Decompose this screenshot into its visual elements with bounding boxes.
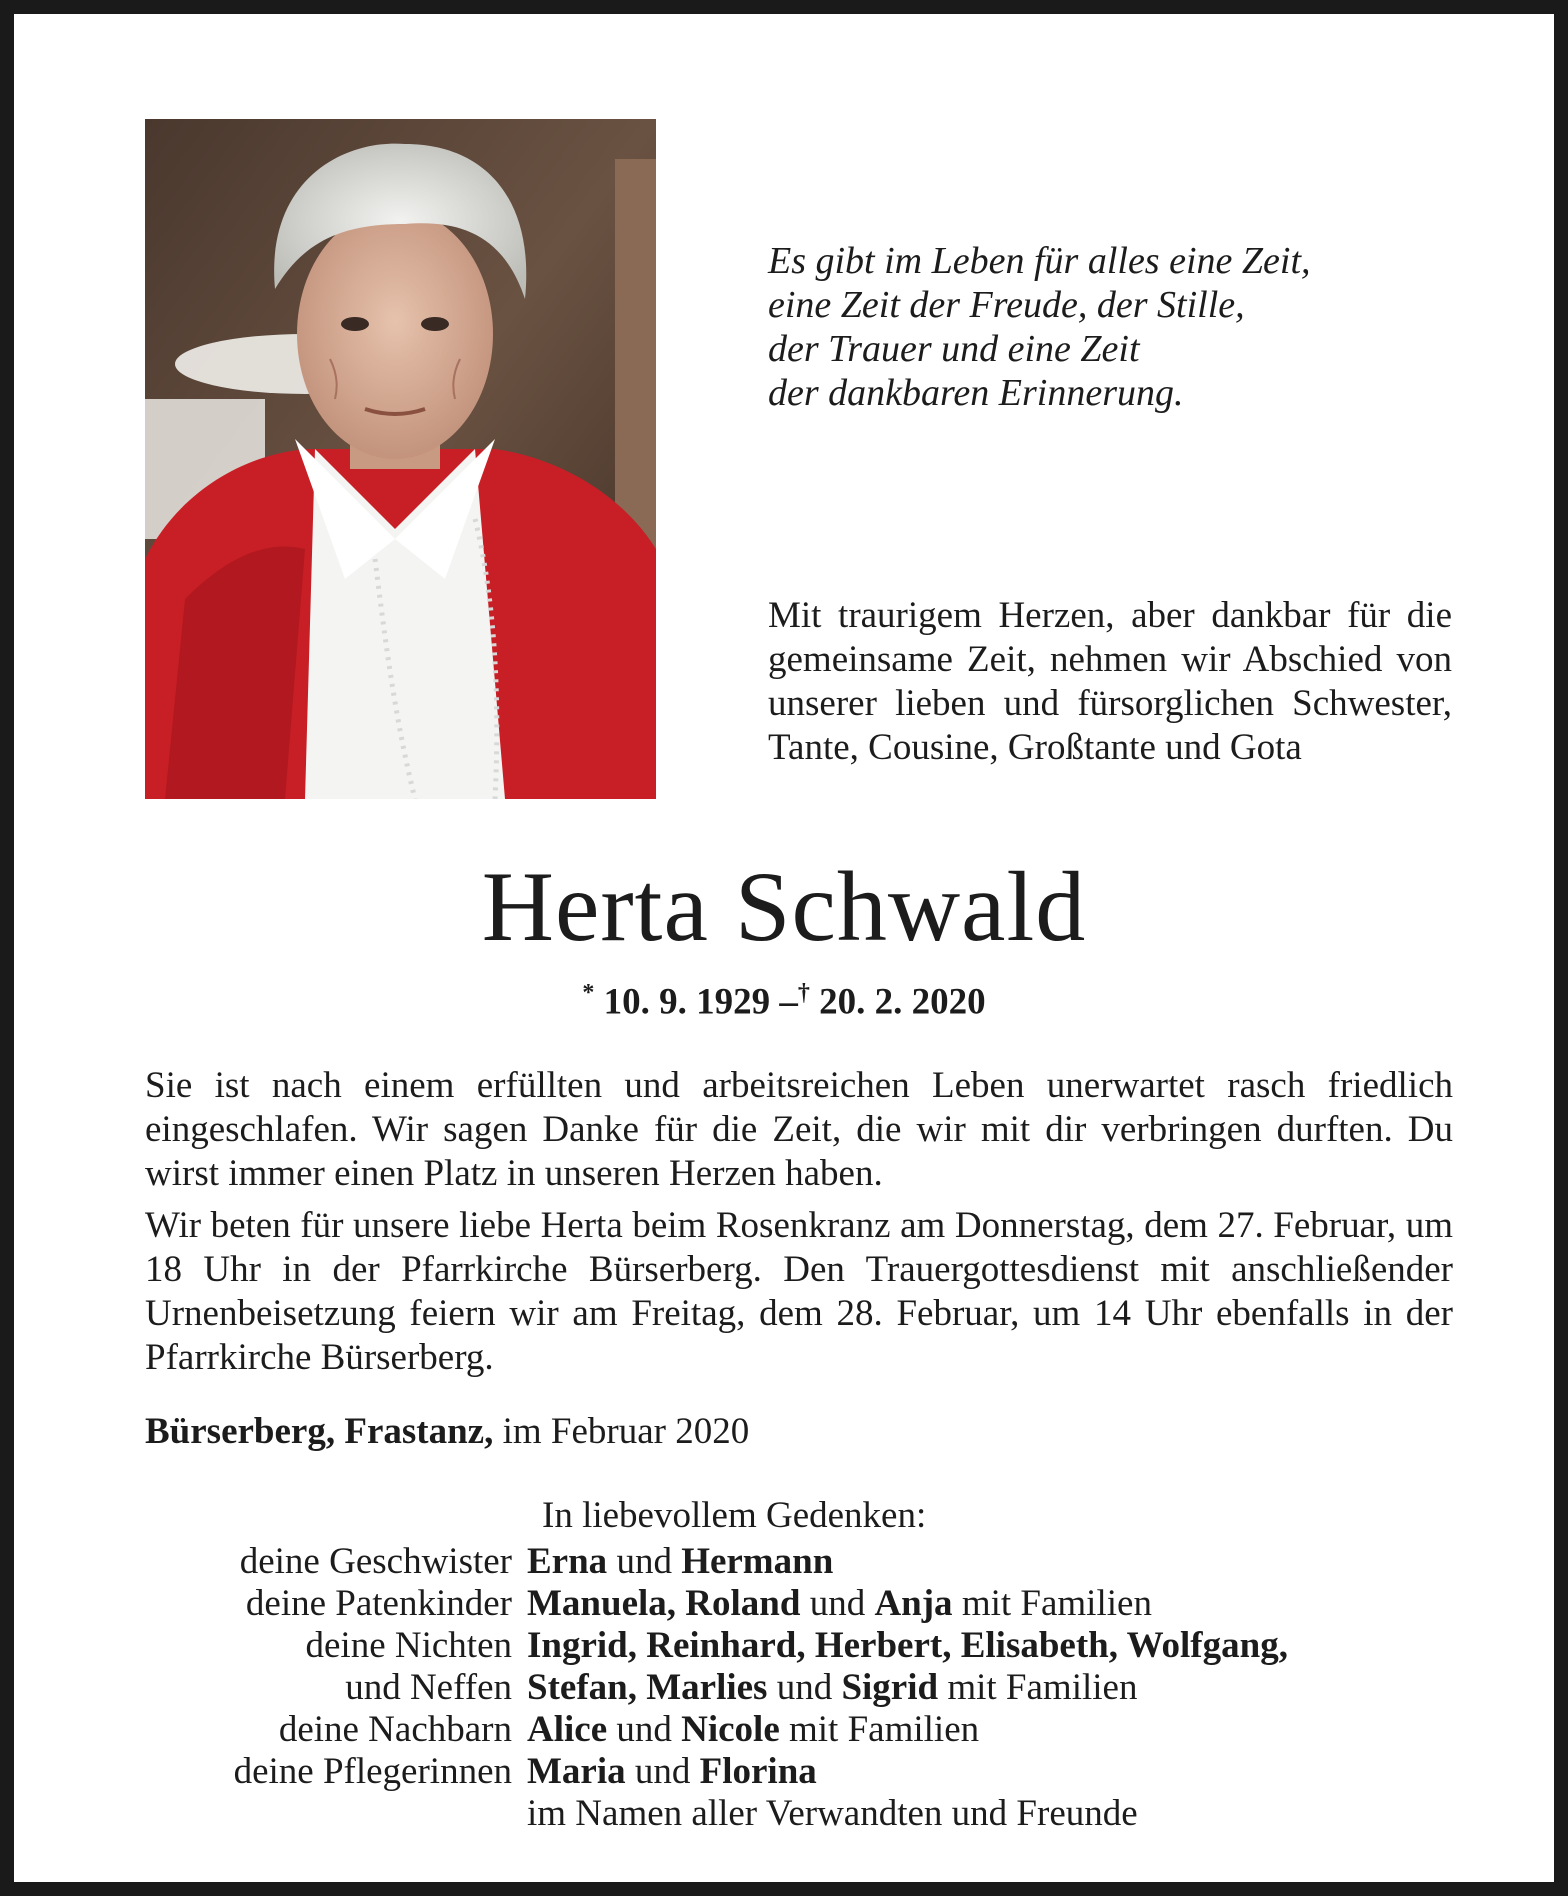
intro-paragraph: Mit traurigem Herzen, aber dankbar für die gemeinsame Zeit, nehmen wir Abschied von unserer lieben und fürsorglichen Schwester, Tante, Cousine, Großtante und Gota [768, 595, 1452, 768]
death-symbol: † [797, 980, 810, 1006]
mourner-relation: deine Patenkinder [245, 1583, 512, 1624]
mourner-text: und [607, 1541, 682, 1582]
mourner-names [527, 1541, 1465, 1583]
mourner-name: Hermann [681, 1541, 834, 1582]
mourner-text: mit Familien [952, 1583, 1152, 1624]
birth-symbol: * [582, 980, 595, 1006]
mourner-name: Manuela, Roland [527, 1583, 801, 1624]
mourner-names [527, 1793, 1465, 1835]
mourner-relation: deine Pflegerinnen [233, 1751, 512, 1792]
body-paragraph: Wir beten für unsere liebe Herta beim Rosenkranz am Donnerstag, dem 27. Februar, um 18 Uhr in der Pfarrkirche Bürserberg. Den Trauergottesdienst mit anschließender Urnenbeisetzung feiern wir am Freitag, dem 28. Februar, um 14 Uhr ebenfalls in der Pfarrkirche Bürserberg. [145, 1205, 1453, 1378]
mourner-row [145, 1541, 1465, 1583]
mourner-name: Sigrid [841, 1667, 939, 1708]
mourner-text: und [607, 1709, 682, 1750]
mourner-relation [145, 1793, 527, 1835]
mourner-names [527, 1625, 1465, 1667]
mourner-names [527, 1583, 1465, 1625]
mourner-text: und [767, 1667, 842, 1708]
announcement-date: im Februar 2020 [502, 1411, 750, 1452]
mourner-text: mit Familien [779, 1709, 980, 1750]
mourner-relation: deine Geschwister [239, 1541, 512, 1582]
mourners-list [145, 1541, 1465, 1835]
places: Bürserberg, Frastanz, [145, 1411, 494, 1452]
quote-line: der Trauer und eine Zeit [768, 328, 1140, 370]
quote-line: der dankbaren Erinnerung. [768, 372, 1184, 414]
mourner-text: und [800, 1583, 875, 1624]
mourner-relation: deine Nichten [305, 1625, 512, 1666]
mourner-row [145, 1709, 1465, 1751]
mourner-relation: deine Nachbarn [278, 1709, 512, 1750]
mourner-name: Erna [527, 1541, 608, 1582]
mourner-names [527, 1751, 1465, 1793]
life-dates [14, 980, 1554, 1023]
quote-line: eine Zeit der Freude, der Stille, [768, 284, 1245, 326]
mourner-name: Florina [699, 1751, 817, 1792]
mourner-text: mit Familien [938, 1667, 1138, 1708]
mourner-name: Stefan, Marlies [527, 1667, 768, 1708]
mourner-text: und [625, 1751, 700, 1792]
portrait-photo [145, 119, 656, 799]
place-date [145, 1410, 749, 1453]
mourner-row [145, 1667, 1465, 1709]
birth-date: 10. 9. 1929 [603, 981, 771, 1023]
mourner-relation: und Neffen [345, 1667, 512, 1708]
mourner-row [145, 1583, 1465, 1625]
mourner-name: Anja [874, 1583, 953, 1624]
mourner-name: Ingrid, Reinhard, Herbert, Elisabeth, Wolfgang, [527, 1625, 1288, 1666]
mourners-heading: In liebevollem Gedenken: [542, 1495, 927, 1536]
death-date: 20. 2. 2020 [819, 981, 986, 1023]
body-text [145, 1064, 1453, 1388]
mourner-names [527, 1709, 1465, 1751]
portrait-illustration [145, 119, 656, 799]
deceased-name: Herta Schwald [481, 851, 1087, 962]
mourner-text: im Namen aller Verwandten und Freunde [527, 1793, 1138, 1834]
mourner-name: Nicole [681, 1709, 780, 1750]
body-paragraph: Sie ist nach einem erfüllten und arbeitsreichen Leben unerwartet rasch friedlich eingeschlafen. Wir sagen Danke für die Zeit, die wir mit dir verbringen durften. Du wirst immer einen Platz in unseren Herzen haben. [145, 1065, 1453, 1194]
mourner-name: Alice [527, 1709, 608, 1750]
quote [768, 239, 1468, 415]
mourner-names [527, 1667, 1465, 1709]
quote-line: Es gibt im Leben für alles eine Zeit, [768, 240, 1311, 282]
mourner-name: Maria [527, 1751, 626, 1792]
mourner-row [145, 1751, 1465, 1793]
date-separator: – [779, 981, 798, 1023]
mourner-row [145, 1625, 1465, 1667]
mourner-row [145, 1793, 1465, 1835]
